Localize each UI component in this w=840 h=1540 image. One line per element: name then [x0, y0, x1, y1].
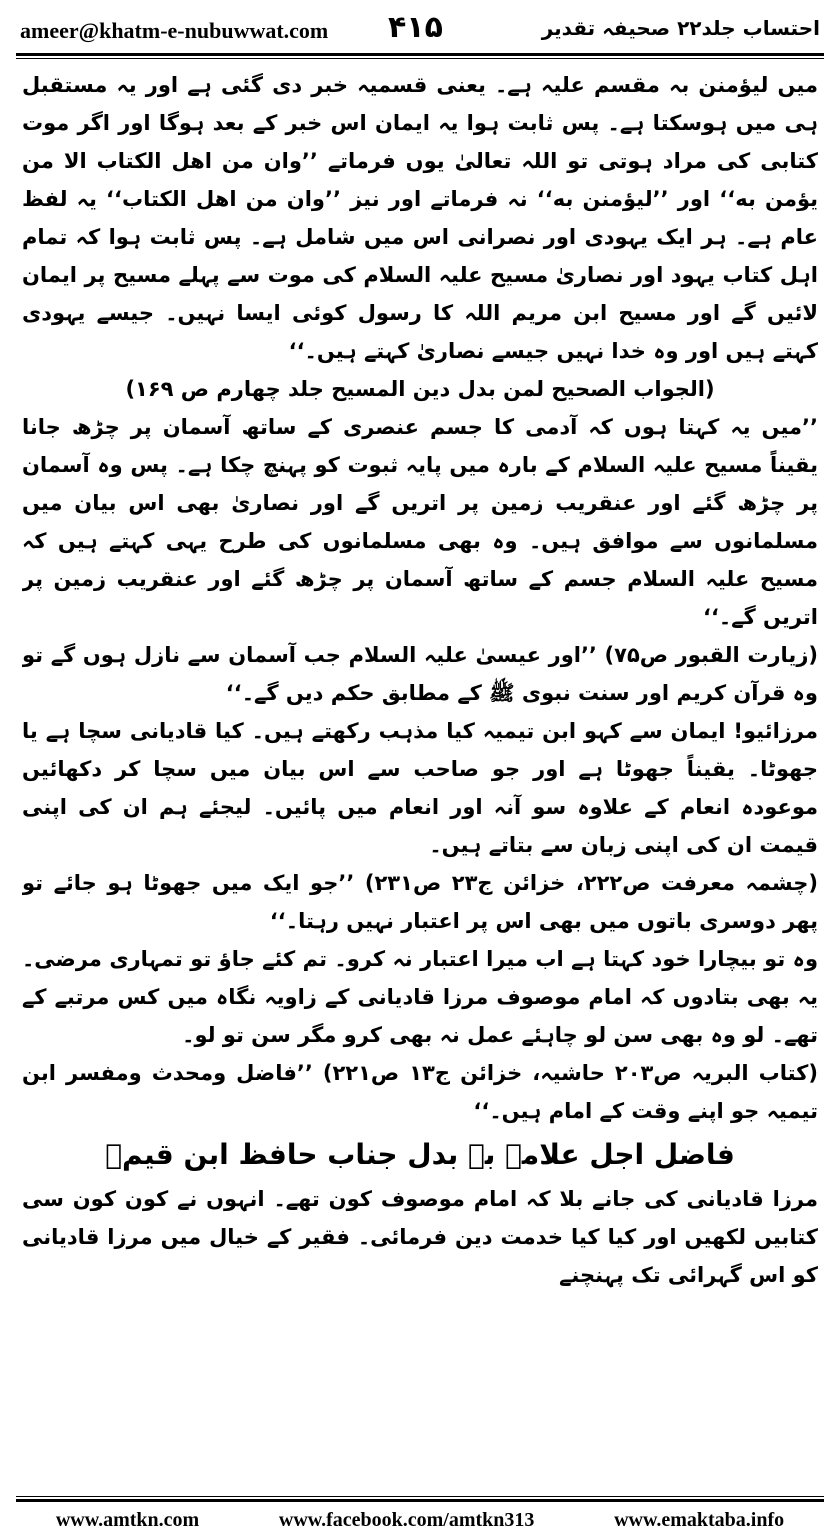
- header-rule-thick: [16, 53, 824, 56]
- page-footer: [16, 1505, 824, 1535]
- paragraph-continuation: میں لیؤمنن بہ مقسم علیہ ہے۔ یعنی قسمیہ خبر دی گئی ہے اور یہ مستقبل ہی میں ہوسکتا ہے۔ پس ثابت ہوا یہ ایمان اس خبر کے بعد ہوگا اور اگر موت کتابی کی مراد ہوتی تو اللہ تعالیٰ یوں فرماتے ’’وان من اهل الکتاب الا من یؤمن به‘‘ اور ’’لیؤمنن به‘‘ نہ فرماتے اور نیز ’’وان من اهل الکتاب‘‘ یہ لفظ عام ہے۔ ہر ایک یہودی اور نصرانی اس میں شامل ہے۔ پس ثابت ہوا کہ تمام اہل کتاب یہود اور نصاریٰ مسیح علیہ السلام کی موت سے پہلے مسیح پر ایمان لائیں گے اور مسیح ابن مریم اللہ کا رسول کوئی ایسا نہیں۔ جیسے یہودی کہتے ہیں اور وہ خدا نہیں جیسے نصاریٰ کہتے ہیں۔‘‘: [22, 73, 818, 363]
- paragraph-ibn-qayyim: مرزا قادیانی کی جانے بلا کہ امام موصوف کون تھے۔ انہوں نے کون کون سی کتابیں لکھیں اور کیا کیا خدمت دین فرمائی۔ فقیر کے خیال میں مرزا قادیانی کو اس گہرائی تک پہنچنے: [22, 1187, 818, 1287]
- page-header: [16, 10, 824, 52]
- paragraph-kitab-al-bariyya: (کتاب البریہ ص۲۰۳ حاشیہ، خزائن ج۱۳ ص۲۲۱) ’’فاضل ومحدث ومفسر ابن تیمیہ جو اپنے وقت کے امام ہیں۔‘‘: [22, 1061, 818, 1123]
- footer-rule-thin: [16, 1496, 824, 1497]
- footer-link-amtkn[interactable]: www.amtkn.com: [55, 1508, 200, 1531]
- paragraph-bechara: وہ تو بیچارا خود کہتا ہے اب میرا اعتبار نہ کرو۔ تم کئے جاؤ تو تمہاری مرضی۔ یہ بھی بتادوں کہ امام موصوف مرزا قادیانی کے زاویہ نگاہ میں کس مرتبے کے تھے۔ لو وہ بھی سن لو چاہئے عمل نہ بھی کرو مگر سن تو لو۔: [22, 947, 818, 1047]
- citation-al-jawab: (الجواب الصحیح لمن بدل دین المسیح جلد چهارم ص ۱۶۹): [125, 377, 715, 401]
- footer-link-facebook[interactable]: www.facebook.com/amtkn313: [278, 1508, 535, 1531]
- running-head: احتساب جلد۲۲ صحیفہ تقدیر: [541, 16, 820, 40]
- paragraph-quote-ascension: ’’میں یہ کہتا ہوں کہ آدمی کا جسم عنصری کے ساتھ آسمان پر چڑھ جانا یقیناً مسیح علیہ السلام کے بارہ میں پایہ ثبوت کو پہنچ چکا ہے۔ پس وہ آسمان پر چڑھ گئے اور عنقریب زمین پر اتریں گے اور نصاریٰ بھی اس بیان میں مسلمانوں سے موافق ہیں۔ وہ بھی مسلمانوں کی طرح یہی کہتے ہیں کہ مسیح علیہ السلام جسم کے ساتھ آسمان پر چڑھ گئے اور عنقریب زمین پر اتریں گے۔‘‘: [22, 415, 818, 629]
- page-number: ۴۱۵: [388, 10, 443, 45]
- paragraph-chashma: (چشمہ معرفت ص۲۲۲، خزائن ج۲۳ ص۲۳۱) ’’جو ایک میں جھوٹا ہو جائے تو پھر دوسری باتوں میں بھی اس پر اعتبار نہیں رہتا۔‘‘: [22, 871, 818, 933]
- paragraph-mirzais: مرزائیو! ایمان سے کہو ابن تیمیہ کیا مذہب رکھتے ہیں۔ کیا قادیانی سچا ہے یا جھوٹا۔ یقیناً جھوٹا ہے اور جو صاحب سے اس بیان میں سچا کر دکھائیں موعودہ انعام کے علاوہ سو آنہ اور انعام میں پائیں۔ لیجئے ہم ان کی اپنی قیمت ان کی اپنی زبان سے بتاتے ہیں۔: [22, 719, 818, 857]
- paragraph-ziyarat: (زیارت القبور ص۷۵) ’’اور عیسیٰ علیہ السلام جب آسمان سے نازل ہوں گے تو وہ قرآن کریم اور سنت نبوی ﷺ کے مطابق حکم دیں گے۔‘‘: [22, 643, 818, 705]
- footer-rule-thick: [16, 1499, 824, 1502]
- header-rule-thin: [16, 58, 824, 59]
- footer-link-emaktaba[interactable]: www.emaktaba.info: [614, 1508, 785, 1531]
- page-body: [22, 66, 818, 1486]
- section-heading: فاضل اجل علامہ بے بدل جناب حافظ ابن قیمؒ: [105, 1138, 735, 1171]
- header-email: ameer@khatm-e-nubuwwat.com: [20, 18, 329, 43]
